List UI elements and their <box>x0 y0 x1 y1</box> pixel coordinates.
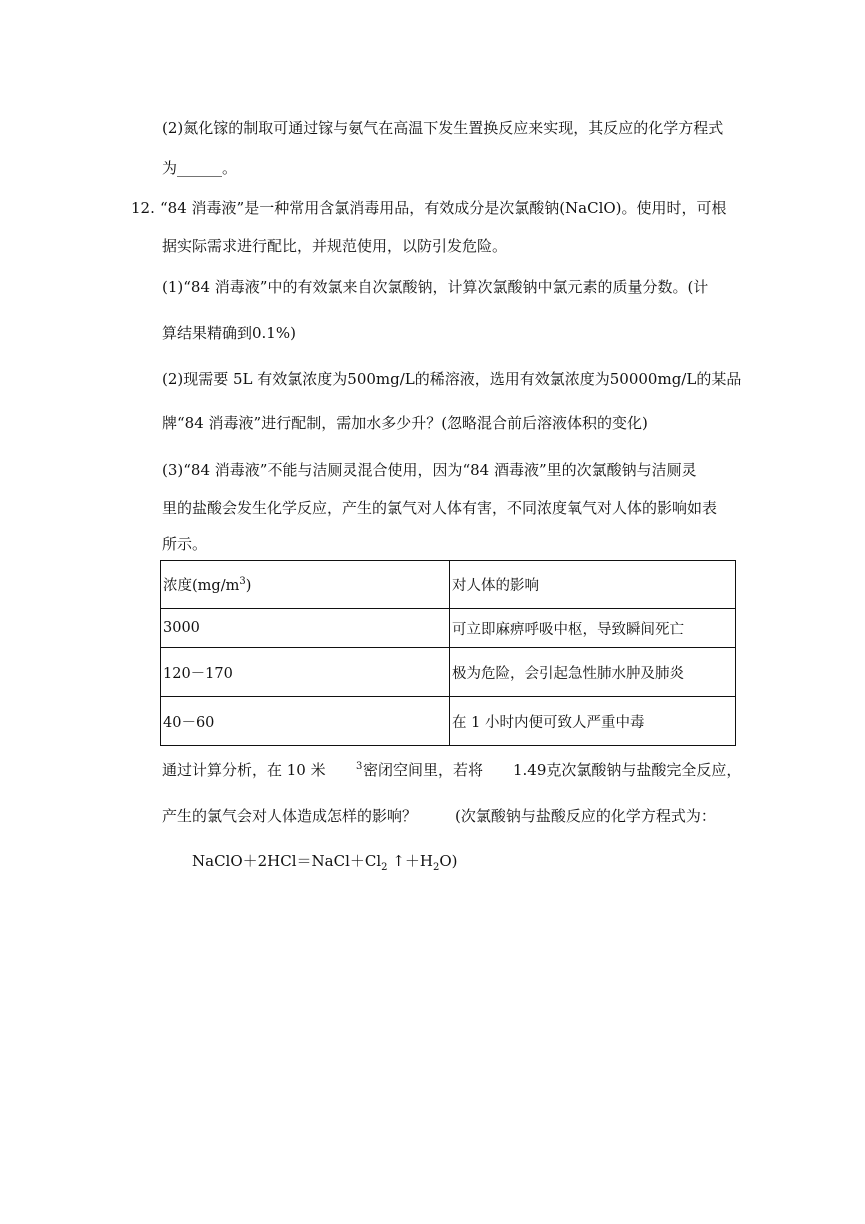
table-cell-effect: 在 1 小时内便可致人严重中毒 <box>450 697 736 746</box>
table-cell-concentration: 120－170 <box>161 648 450 697</box>
table-cell-concentration: 3000 <box>161 609 450 648</box>
calc-line2-part-b: (次氯酸钠与盐酸反应的化学方程式为： <box>455 807 716 825</box>
table-cell-effect: 可立即麻痹呼吸中枢，导致瞬间死亡 <box>450 609 736 648</box>
q12-intro-line1: “84 消毒液”是一种常用含氯消毒用品，有效成分是次氯酸钠(NaClO)。使用时，可根 <box>160 199 727 217</box>
q12-intro-line2: 据实际需求进行配比，并规范使用，以防引发危险。 <box>162 237 508 255</box>
chlorine-effect-table <box>160 560 736 746</box>
q12-part2-line2: 牌“84 消毒液”进行配制，需加水多少升？(忽略混合前后溶液体积的变化) <box>162 414 648 432</box>
calc-line1-part-b: 密闭空间里，若将 <box>363 761 484 779</box>
header-effect: 对人体的影响 <box>450 561 736 609</box>
table-cell-effect: 极为危险，会引起急性肺水肿及肺炎 <box>450 648 736 697</box>
q12-part3-line2: 里的盐酸会发生化学反应，产生的氯气对人体有害，不同浓度氧气对人体的影响如表 <box>162 499 718 517</box>
question-number: 12. <box>131 199 155 217</box>
calc-line1-part-c: 1.49克次氯酸钠与盐酸完全反应， <box>513 761 742 779</box>
q12-part1-line1: (1)“84 消毒液”中的有效氯来自次氯酸钠，计算次氯酸钠中氯元素的质量分数。(计 <box>162 278 709 296</box>
q12-part1-line2: 算结果精确到0.1%) <box>162 324 296 342</box>
table-row <box>161 648 736 697</box>
table-cell-concentration: 40－60 <box>161 697 450 746</box>
q12-part2-line1: (2)现需要 5L 有效氯浓度为500mg/L的稀溶液，选用有效氯浓度为50000mg/L的某品 <box>162 370 742 388</box>
calc-line2-part-a: 产生的氯气会对人体造成怎样的影响？ <box>162 807 418 825</box>
q12-part3-line3: 所示。 <box>162 535 208 553</box>
header-concentration: 浓度$(mg/m^3)$ <box>161 561 450 609</box>
q12-part3-line1: (3)“84 消毒液”不能与洁厕灵混合使用，因为“84 酒毒液”里的次氯酸钠与洁厕灵 <box>162 461 697 479</box>
table-header-row <box>161 561 736 609</box>
calc-line1-superscript: 3 <box>356 761 363 772</box>
table-row <box>161 697 736 746</box>
q11-part2-line1: (2)氮化镓的制取可通过镓与氨气在高温下发生置换反应来实现，其反应的化学方程式 <box>162 119 724 137</box>
q11-part2-line2: 为______。 <box>162 159 238 177</box>
calc-line1-part-a: 通过计算分析，在 10 米 <box>162 761 326 779</box>
chemical-equation: $NaClO+2HCl=NaCl+Cl_2$ $↑+H_2O$) <box>192 852 458 873</box>
table-row <box>161 609 736 648</box>
